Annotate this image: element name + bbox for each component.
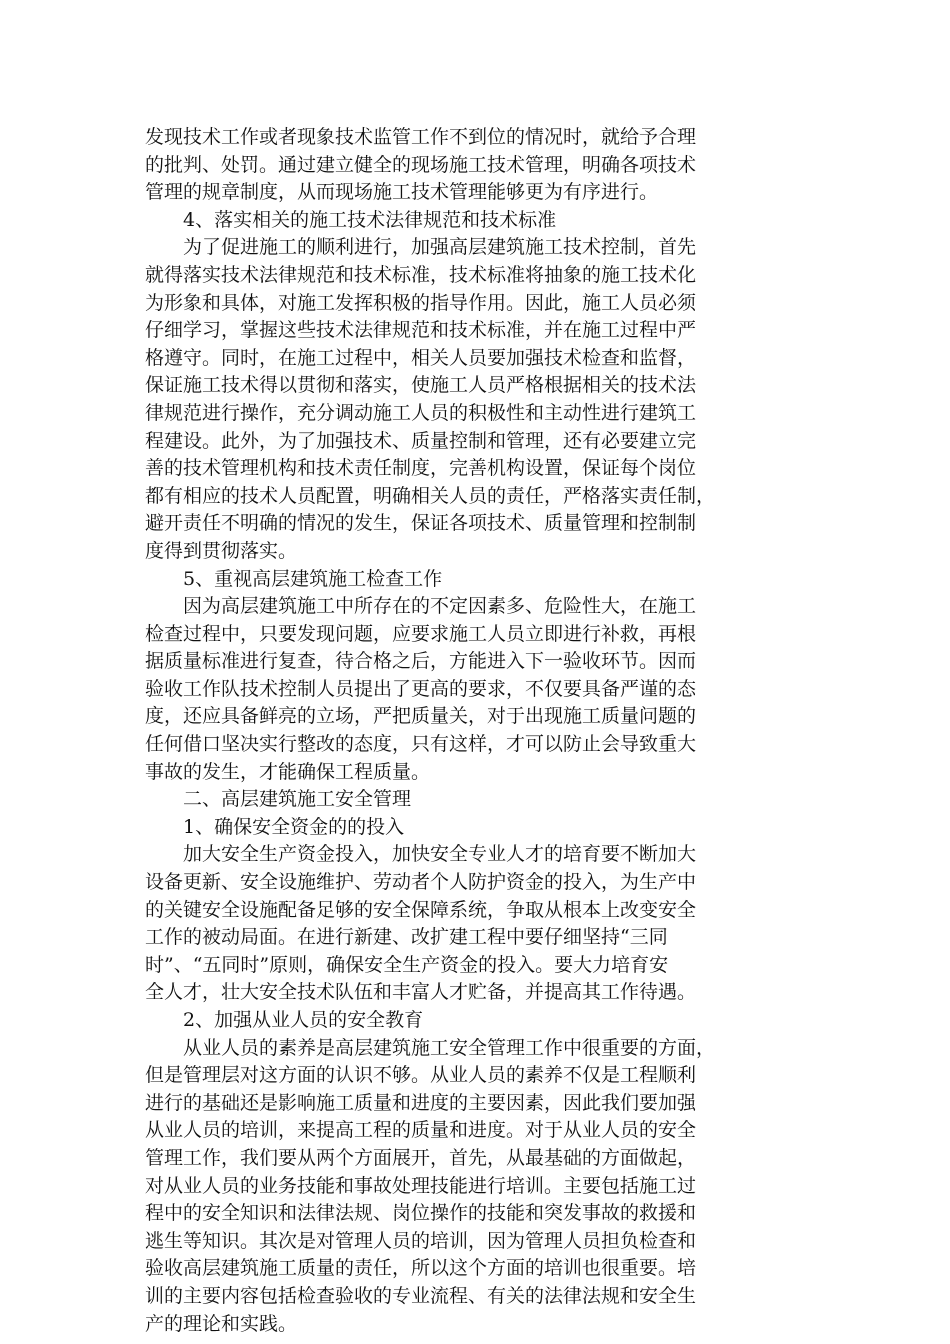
section-heading: 2、加强从业人员的安全教育 — [183, 1009, 424, 1031]
text-line: 但是管理层对这方面的认识不够。从业人员的素养不仅是工程顺利 — [145, 1064, 697, 1087]
text-line: 发现技术工作或者现象技术监管工作不到位的情况时，就给予合理 — [145, 126, 697, 148]
text-line: 因为高层建筑施工中所存在的不定因素多、危险性大，在施工 — [183, 595, 697, 618]
text-line: 都有相应的技术人员配置，明确相关人员的责任，严格落实责任制， — [145, 484, 716, 507]
text-line: 管理工作，我们要从两个方面展开，首先，从最基础的方面做起， — [145, 1146, 697, 1169]
text-line: 任何借口坚决实行整改的态度，只有这样，才可以防止会导致重大 — [145, 733, 697, 756]
text-line: 避开责任不明确的情况的发生，保证各项技术、质量管理和控制制 — [145, 512, 697, 535]
text-line: 仔细学习，掌握这些技术法律规范和技术标准，并在施工过程中严 — [145, 319, 697, 342]
section-heading: 5、重视高层建筑施工检查工作 — [183, 567, 443, 590]
text-line: 为了促进施工的顺利进行，加强高层建筑施工技术控制，首先 — [183, 236, 697, 259]
text-line: 程建设。此外，为了加强技术、质量控制和管理，还有必要建立完 — [145, 429, 697, 452]
text-line: 从业人员的素养是高层建筑施工安全管理工作中很重要的方面， — [183, 1036, 716, 1059]
text-line: 检查过程中，只要发现问题，应要求施工人员立即进行补救，再根 — [145, 622, 697, 645]
section-heading: 1、确保安全资金的的投入 — [183, 815, 405, 838]
document-body — [145, 124, 800, 1338]
text-line: 善的技术管理机构和技术责任制度，完善机构设置，保证每个岗位 — [145, 457, 697, 480]
text-line: 程中的安全知识和法律法规、岗位操作的技能和突发事故的救援和 — [145, 1202, 697, 1225]
text-line: 验收工作队技术控制人员提出了更高的要求，不仅要具备严谨的态 — [145, 677, 697, 700]
text-line: 保证施工技术得以贯彻和落实，使施工人员严格根据相关的技术法 — [145, 374, 697, 397]
text-line: 就得落实技术法律规范和技术标准，技术标准将抽象的施工技术化 — [145, 263, 697, 286]
text-line: 管理的规章制度，从而现场施工技术管理能够更为有序进行。 — [145, 181, 659, 204]
text-line: 加大安全生产资金投入，加快安全专业人才的培育要不断加大 — [183, 843, 697, 866]
text-line: 事故的发生，才能确保工程质量。 — [145, 760, 431, 783]
text-line: 从业人员的培训，来提高工程的质量和进度。对于从业人员的安全 — [145, 1119, 697, 1142]
text-line: 全人才，壮大安全技术队伍和丰富人才贮备，并提高其工作待遇。 — [145, 981, 697, 1004]
section-heading: 二、高层建筑施工安全管理 — [183, 788, 412, 811]
text-line: 进行的基础还是影响施工质量和进度的主要因素，因此我们要加强 — [145, 1091, 697, 1114]
text-line: 的关键安全设施配备足够的安全保障系统，争取从根本上改变安全 — [145, 898, 697, 921]
text-line: 的批判、处罚。通过建立健全的现场施工技术管理，明确各项技术 — [145, 153, 697, 176]
text-line: 设备更新、安全设施维护、劳动者个人防护资金的投入，为生产中 — [145, 871, 697, 894]
text-line: 逃生等知识。其次是对管理人员的培训，因为管理人员担负检查和 — [145, 1229, 697, 1252]
text-line: 律规范进行操作，充分调动施工人员的积极性和主动性进行建筑工 — [145, 401, 697, 424]
text-line: 度得到贯彻落实。 — [145, 539, 298, 562]
text-line: 格遵守。同时，在施工过程中，相关人员要加强技术检查和监督， — [145, 346, 697, 369]
text-line: 产的理论和实践。 — [145, 1312, 298, 1335]
text-line: 为形象和具体，对施工发挥积极的指导作用。因此，施工人员必须 — [145, 291, 697, 314]
text-line: 度，还应具备鲜亮的立场，严把质量关，对于出现施工质量问题的 — [145, 705, 697, 728]
section-heading: 4、落实相关的施工技术法律规范和技术标准 — [183, 208, 557, 231]
text-line: 时”、“五同时”原则，确保安全生产资金的投入。要大力培育安 — [145, 953, 669, 976]
text-line: 工作的被动局面。在进行新建、改扩建工程中要仔细坚持“三同 — [145, 926, 668, 949]
text-line: 据质量标准进行复查，待合格之后，方能进入下一验收环节。因而 — [145, 650, 697, 673]
text-line: 验收高层建筑施工质量的责任，所以这个方面的培训也很重要。培 — [145, 1257, 697, 1280]
text-line: 训的主要内容包括检查验收的专业流程、有关的法律法规和安全生 — [145, 1284, 697, 1307]
text-line: 对从业人员的业务技能和事故处理技能进行培训。主要包括施工过 — [145, 1174, 697, 1197]
